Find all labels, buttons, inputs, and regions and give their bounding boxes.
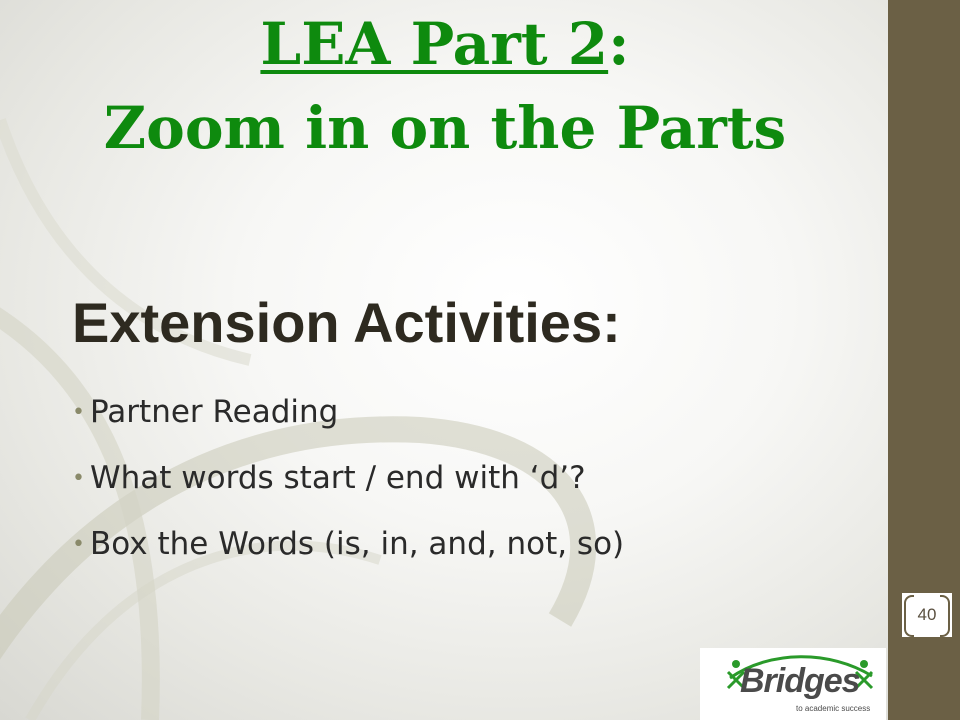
bullet-item xyxy=(72,390,624,456)
page-number-badge xyxy=(902,593,952,637)
bullet-list xyxy=(72,390,624,588)
bullet-text: What words start / end with ‘d’? xyxy=(90,460,586,496)
title-line-2: Zoom in on the Parts xyxy=(103,94,787,162)
section-heading: Extension Activities: xyxy=(72,291,621,354)
bullet-item xyxy=(72,456,624,522)
logo-tagline: to academic success xyxy=(796,704,871,713)
title-line-1: LEA Part 2 xyxy=(260,10,609,78)
page-number: 40 xyxy=(917,605,937,624)
slide-title xyxy=(40,2,850,170)
bullet-dot-icon: • xyxy=(72,466,85,491)
bullet-text: Partner Reading xyxy=(90,394,339,430)
logo-wordmark: Bridges xyxy=(740,662,860,700)
bracket-right-icon xyxy=(940,595,950,637)
title-colon: : xyxy=(608,10,630,78)
bullet-dot-icon: • xyxy=(72,400,85,425)
bullet-dot-icon: • xyxy=(72,532,85,557)
bracket-left-icon xyxy=(904,595,914,637)
bullet-item xyxy=(72,522,624,588)
bullet-text: Box the Words (is, in, and, not, so) xyxy=(90,526,625,562)
bridges-logo xyxy=(700,648,886,720)
